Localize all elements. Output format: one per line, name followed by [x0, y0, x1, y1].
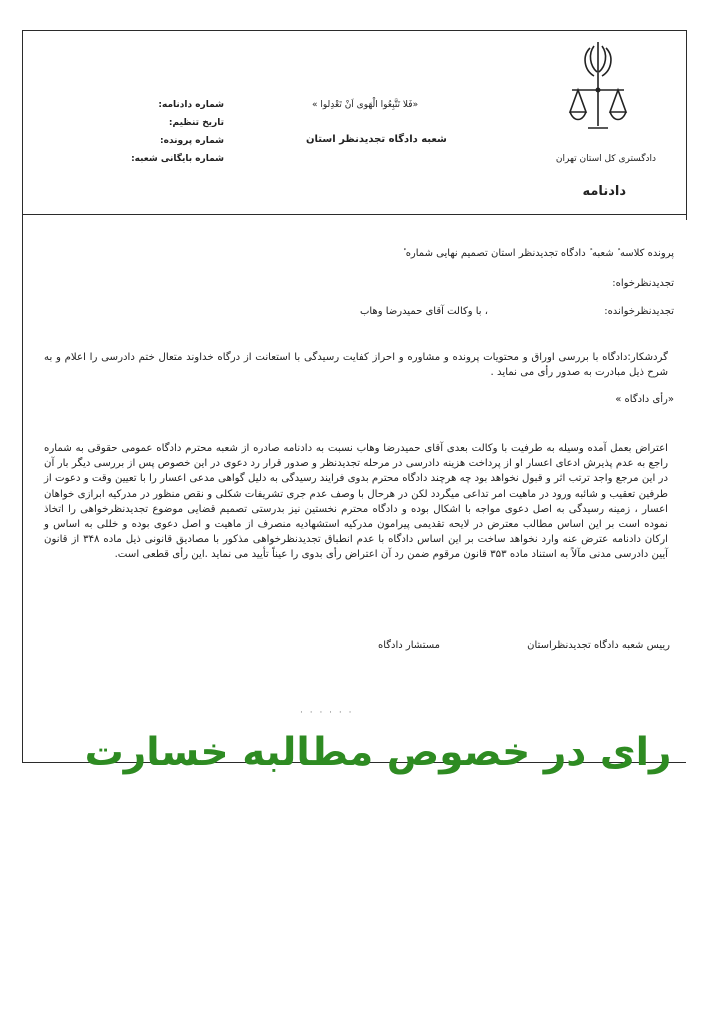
- verdict-heading: «رأی دادگاه »: [615, 394, 674, 405]
- header-divider: [22, 214, 686, 215]
- branch-court-label: شعبه دادگاه تجدیدنظر استان: [306, 134, 447, 145]
- verdict-banner-title: رای در خصوص مطالبه خسارت: [84, 730, 672, 775]
- footer-dots: · · · · · ·: [300, 708, 354, 718]
- iran-emblem-icon: [568, 38, 628, 136]
- appellee-value: ، با وکالت آقای حمیدرضا وهاب: [359, 306, 488, 317]
- field-archive-number: شماره بایگانی شعبه:: [131, 154, 224, 164]
- verdict-body: [44, 441, 668, 563]
- case-file-line: پرونده کلاسه ٔ شعبه ٔ دادگاه تجدیدنظر استان تصمیم نهایی شماره ٔ: [402, 248, 674, 259]
- intro-paragraph: گردشکار:دادگاه با بررسی اوراق و محتویات پرونده و مشاوره و احراز کفایت رسیدگی با استعانت از درگاه خداوند متعال ختم دادرسی را اعلام و به شرح ذیل مبادرت به صدور رأی می نماید .: [44, 352, 668, 379]
- procedure-intro: [44, 350, 668, 380]
- signature-advisor: مستشار دادگاه: [378, 640, 441, 651]
- appellee-label: تجدیدنظرخوانده:: [604, 306, 674, 317]
- field-issue-date: تاریخ تنظیم:: [168, 118, 224, 128]
- verdict-paragraph: اعتراض بعمل آمده وسیله به طرفیت با وکالت بعدی آقای حمیدرضا وهاب نسبت به دادنامه صادره از شعبه محترم دادگاه عمومی حقوقی به شماره راجع به عدم پذیرش ادعای اعسار او از پرداخت هزینه دادرسی در مرحله تجدیدنظر و صدور قرار رد دعوی در این خصوص پس از بررسی دیگر بار آن در این مرجع واجد ترتب اثر و قبول نخواهد بود چه هرچند دادگاه محترم بدوی فرایند رسیدگی به دلیل گواهی مدعی اعسار را با تعیین وقت و دعوت از طرفین تعقیب و شائبه ورود در ماهیت امر تداعی میگردد لکن در هرحال با وصف عدم جری تشریفات شکلی و نقص منظور در مدرکیه ابرازی خواهان اعسار ، زمینه رسیدگی به اصل دعوی مواجه با اشکال بوده و دادگاه محترم نخستین نیز بدرستی تصمیم قضایی موضوع تجدیدنظرخواهی را اتخاذ نموده است بر این اساس مطالب معترض در لایحه تقدیمی پیرامون مدرکیه استشهادیه منصرف از ماهیت و اصل دعوی بوده و خللی به اساس و ارکان دادنامه عترض عنه وارد نخواهد ساخت بر این اساس دادگاه با عدم انطباق تجدیدنظرخواهی مذکور با مصادیق قانونی ذیل ماده ۳۴۸ از قانون آیین دادرسی مدنی مآلاً به استناد ماده ۳۵۳ قانون مرقوم ضمن رد آن اعتراض رأی بدوی را عیناً تأیید می نماید .این رأی قطعی است.: [44, 443, 668, 561]
- frame-right-border: [686, 30, 687, 220]
- field-verdict-number: شماره دادنامه:: [158, 100, 224, 110]
- doc-type-title: دادنامه: [582, 184, 626, 199]
- appellant-label: تجدیدنظرخواه:: [612, 278, 674, 289]
- judiciary-name: دادگستری کل استان تهران: [555, 154, 656, 164]
- signature-head: رییس شعبه دادگاه تجدیدنظراستان: [527, 640, 670, 651]
- frame-left-border: [22, 30, 23, 762]
- header-top-border: [22, 30, 686, 31]
- quran-verse: «فَلا تَتَّبِعُوا الْهَوى اَنْ تَعْدِلوا »: [312, 100, 419, 110]
- field-file-number: شماره پرونده:: [160, 136, 224, 146]
